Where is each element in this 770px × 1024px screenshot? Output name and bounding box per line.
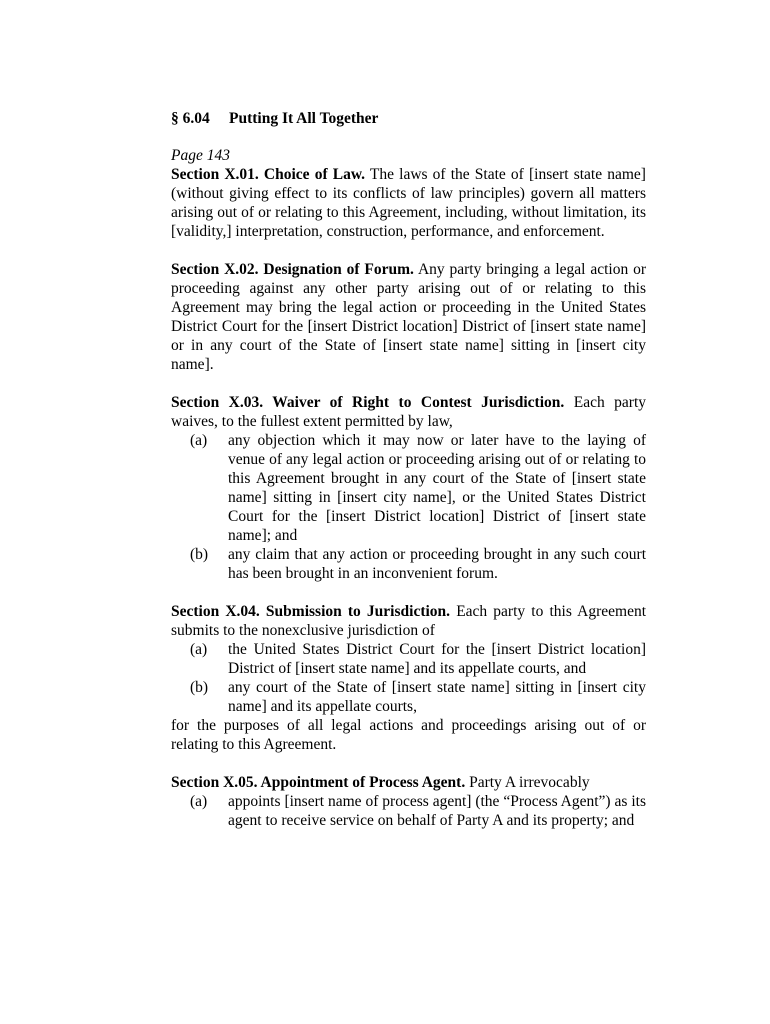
document-page	[171, 109, 646, 849]
list-item-label: (a)	[190, 641, 208, 658]
section-title: Section X.05. Appointment of Process Agent.	[171, 774, 466, 791]
section-title: Section X.01. Choice of Law.	[171, 166, 366, 183]
section-title: Section X.03. Waiver of Right to Contest Jurisdiction.	[171, 394, 565, 411]
chapter-heading	[171, 109, 646, 128]
section-paragraph	[171, 773, 646, 792]
section-designation-of-forum	[171, 260, 646, 374]
section-text: The laws of the State of [insert state name] (without giving effect to its conflicts of law principles) govern all matters arising out of or relating to this Agreement, including, without limitation, its [validity,] interpretation, construction, performance, and enforcement.	[171, 166, 646, 240]
list-item-label: (a)	[190, 432, 208, 449]
section-text: Any party bringing a legal action or proceeding against any other party arising out of or relating to this Agreement may bring the legal action or proceeding in the United States District Court for the [insert District location] District of [insert state name] or in any court of the State of [insert state name] sitting in [insert city name].	[171, 261, 646, 373]
section-text: Each party to this Agreement submits to the nonexclusive jurisdiction of	[171, 603, 647, 639]
heading-number: § 6.04	[171, 110, 210, 127]
heading-title: Putting It All Together	[229, 110, 379, 127]
section-paragraph	[171, 393, 646, 431]
section-choice-of-law	[171, 165, 646, 241]
list-item-text: any claim that any action or proceeding brought in any such court has been brought in an inconvenient forum.	[228, 546, 646, 582]
list-item-text: any objection which it may now or later have to the laying of venue of any legal action or proceeding arising out of or relating to this Agreement brought in any court of the State of [insert state name] sitting in [insert city name], or the United States District Court for the [insert District location] District of [insert state name]; and	[228, 432, 646, 544]
list-item-text: the United States District Court for the [insert District location] District of [insert state name] and its appellate courts, and	[228, 641, 646, 677]
list-item	[171, 678, 646, 716]
list-item	[171, 792, 646, 830]
list-item-label: (a)	[190, 793, 208, 810]
list-item-label: (b)	[190, 679, 209, 696]
list-item-text: appoints [insert name of process agent] (the “Process Agent”) as its agent to receive service on behalf of Party A and its property; and	[228, 793, 646, 829]
list-item-label: (b)	[190, 546, 209, 563]
section-title: Section X.04. Submission to Jurisdiction.	[171, 603, 451, 620]
list-item	[171, 431, 646, 545]
section-text: Each party waives, to the fullest extent permitted by law,	[171, 394, 647, 430]
section-paragraph	[171, 260, 646, 374]
section-paragraph	[171, 602, 646, 640]
page-reference: Page 143	[171, 147, 230, 164]
list-item-text: any court of the State of [insert state name] sitting in [insert city name] and its appellate courts,	[228, 679, 646, 715]
list-item	[171, 545, 646, 583]
list-item	[171, 640, 646, 678]
section-closing-text: for the purposes of all legal actions and proceedings arising out of or relating to this Agreement.	[171, 717, 646, 753]
section-appointment-of-process-agent	[171, 773, 646, 830]
section-submission-to-jurisdiction	[171, 602, 646, 754]
section-waiver-of-right	[171, 393, 646, 583]
section-title: Section X.02. Designation of Forum.	[171, 261, 414, 278]
section-paragraph	[171, 165, 646, 241]
section-text: Party A irrevocably	[469, 774, 590, 791]
